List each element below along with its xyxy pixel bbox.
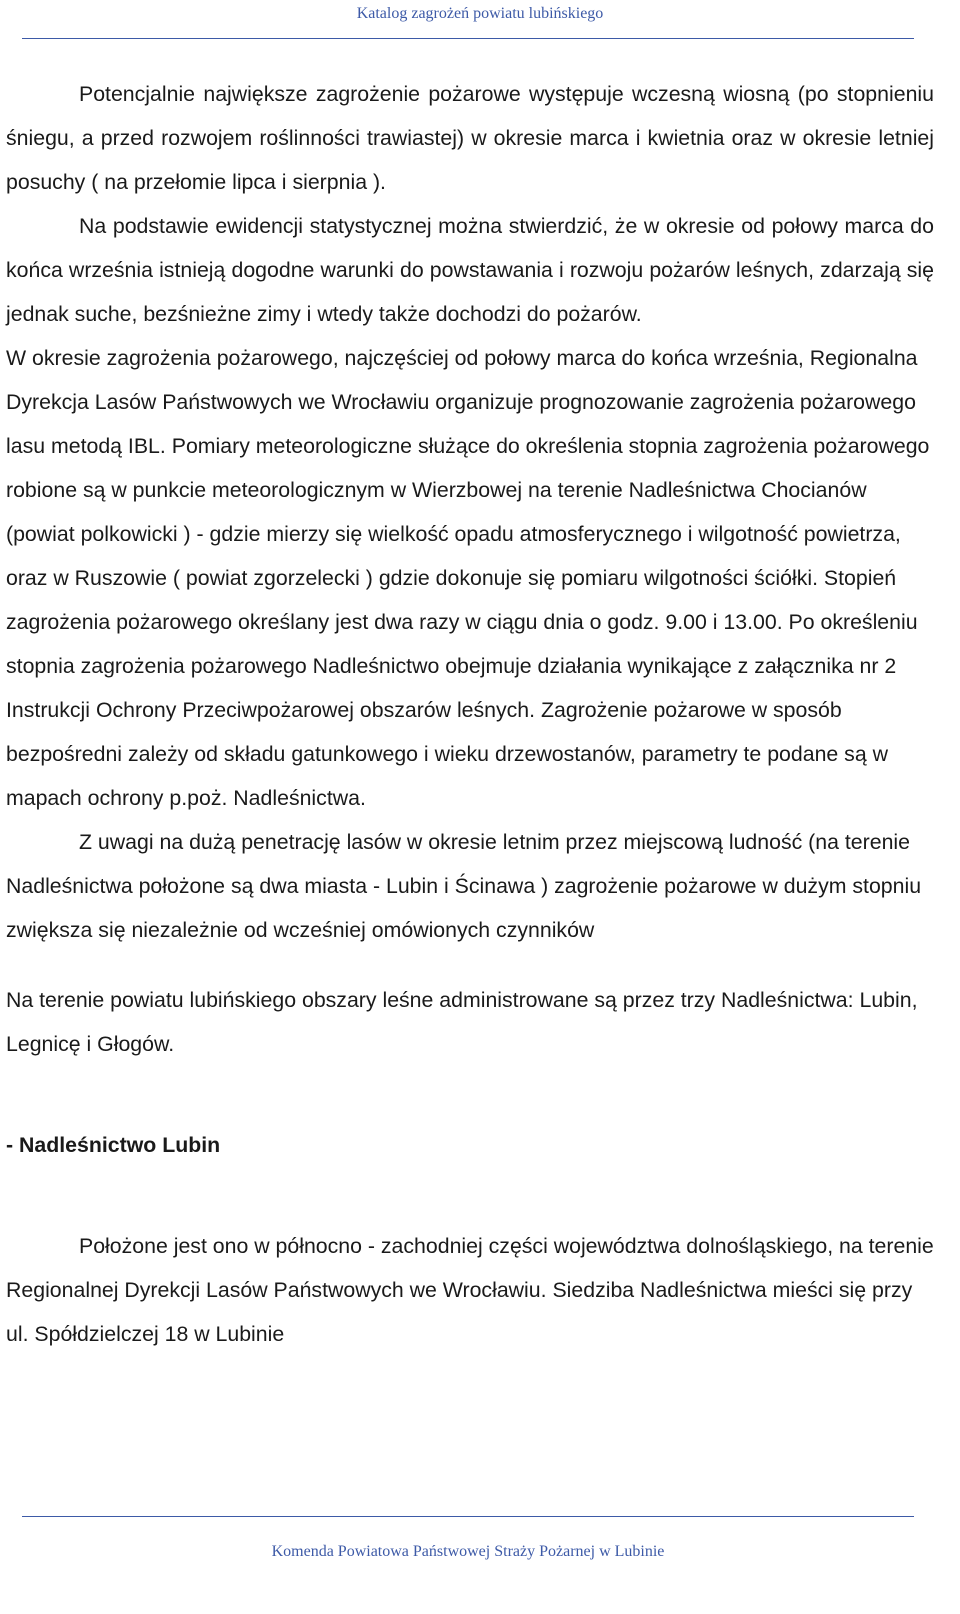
- section-heading: - Nadleśnictwo Lubin: [6, 1133, 221, 1157]
- header-title: Katalog zagrożeń powiatu lubińskiego: [356, 5, 604, 22]
- header-divider: [22, 38, 914, 39]
- paragraph-forecasting: W okresie zagrożenia pożarowego, najczęściej od połowy marca do końca września, Regionalna Dyrekcja Lasów Państwowych we Wrocławiu organizuje prognozowanie zagrożenia pożarowego lasu metodą IBL. Pomiary meteorologiczne służące do określenia stopnia zagrożenia pożarowego robione są w punkcie meteorologicznym w Wierzbowej na terenie Nadleśnictwa Chocianów (powiat polkowicki ) - gdzie mierzy się wielkość opadu atmosferycznego i wilgotność powietrza, oraz w Ruszowie ( powiat zgorzelecki ) gdzie dokonuje się pomiaru wilgotności ściółki. Stopień zagrożenia pożarowego określany jest dwa razy w ciągu dnia o godz. 9.00 i 13.00. Po określeniu stopnia zagrożenia pożarowego Nadleśnictwo obejmuje działania wynikające z załącznika nr 2 Instrukcji Ochrony Przeciwpożarowej obszarów leśnych. Zagrożenie pożarowe w sposób bezpośredni zależy od składu gatunkowego i wieku drzewostanów, parametry te podane są w mapach ochrony p.poż. Nadleśnictwa.: [6, 346, 930, 810]
- paragraph-fire-risk-season: Potencjalnie największe zagrożenie pożarowe występuje wczesną wiosną (po stopnieniu śniegu, a przed rozwojem roślinności trawiastej) w okresie marca i kwietnia oraz w okresie letniej posuchy ( na przełomie lipca i sierpnia ).: [6, 82, 934, 194]
- paragraph-statistics: Na podstawie ewidencji statystycznej można stwierdzić, że w okresie od połowy marca do końca września istnieją dogodne warunki do powstawania i rozwoju pożarów leśnych, zdarzają się jednak suche, bezśnieżne zimy i wtedy także dochodzi do pożarów.: [6, 214, 934, 326]
- paragraph-lubin-location: Położone jest ono w północno - zachodniej części województwa dolnośląskiego, na terenie Regionalnej Dyrekcji Lasów Państwowych we Wrocławiu. Siedziba Nadleśnictwa mieści się przy ul. Spółdzielczej 18 w Lubinie: [6, 1234, 934, 1346]
- paragraph-population-pressure: Z uwagi na dużą penetrację lasów w okresie letnim przez miejscową ludność (na terenie Nadleśnictwa położone są dwa miasta - Lubin i Ścinawa ) zagrożenie pożarowe w dużym stopniu zwiększa się niezależnie od wcześniej omówionych czynników: [6, 830, 922, 942]
- document-body: [6, 72, 934, 1356]
- page-footer: [0, 1536, 960, 1576]
- footer-text: Komenda Powiatowa Państwowej Straży Pożarnej w Lubinie: [271, 1543, 665, 1560]
- page-header: [0, 0, 960, 40]
- paragraph-forest-districts: Na terenie powiatu lubińskiego obszary leśne administrowane są przez trzy Nadleśnictwa: Lubin, Legnicę i Głogów.: [6, 988, 918, 1056]
- footer-divider: [22, 1516, 914, 1517]
